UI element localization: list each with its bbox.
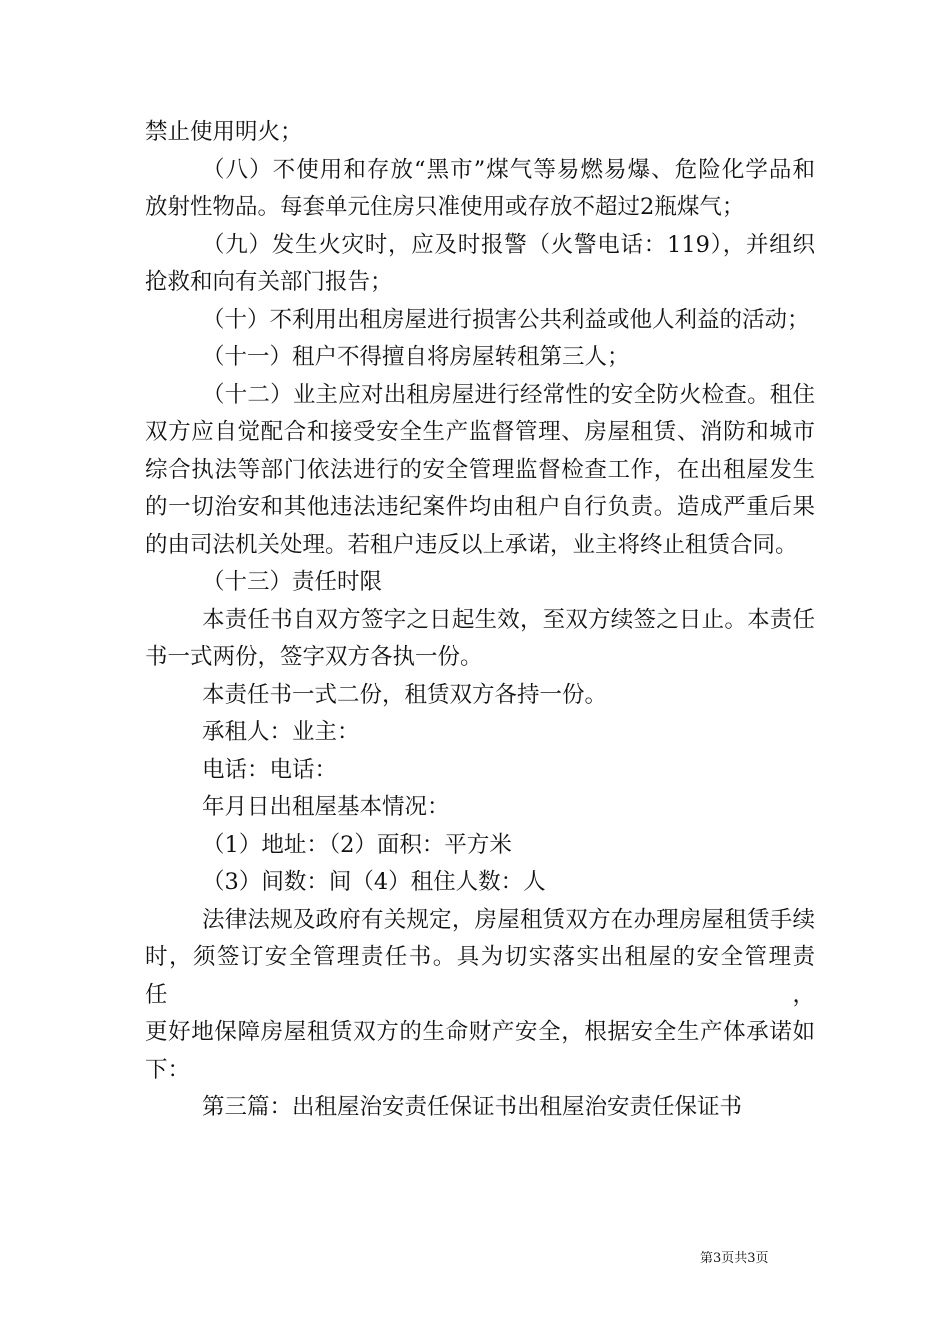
- text-line: 的一切治安和其他违法违纪案件均由租户自行负责。造成严重后果: [145, 494, 815, 520]
- text-line: （九）发生火灾时，应及时报警（火警电话：119），并组织: [202, 231, 815, 258]
- text-line: （3）间数：间（4）租住人数：人: [202, 869, 546, 895]
- text-line: 法律法规及政府有关规定，房屋租赁双方在办理房屋租赁手续: [202, 906, 815, 933]
- text-line: 放射性物品。每套单元住房只准使用或存放不超过2瓶煤气；: [145, 194, 745, 220]
- text-line: （十）不利用出租房屋进行损害公共利益或他人利益的活动；: [202, 306, 810, 333]
- text-line: 本责任书自双方签字之日起生效，至双方续签之日止。本责任: [202, 606, 815, 633]
- text-line: 书一式两份，签字双方各执一份。: [145, 644, 483, 670]
- text-line: 时，须签订安全管理责任书。具为切实落实出租屋的安全管理责任，: [145, 944, 815, 1008]
- text-line: （十三）责任时限: [202, 569, 383, 595]
- text-line: （十一）租户不得擅自将房屋转租第三人；: [202, 344, 630, 370]
- text-line: 综合执法等部门依法进行的安全管理监督检查工作，在出租屋发生: [145, 456, 815, 483]
- text-line: （1）地址：（2）面积：平方米: [202, 831, 512, 858]
- text-line: 下：: [145, 1056, 191, 1083]
- page-number: 第3页共3页: [700, 1251, 769, 1266]
- text-line: 电话：电话：: [202, 756, 338, 783]
- text-line: 禁止使用明火；: [145, 119, 303, 145]
- text-line: 的由司法机关处理。若租户违反以上承诺，业主将终止租赁合同。: [145, 531, 798, 558]
- document-body: [145, 114, 815, 1127]
- text-line: （八）不使用和存放“黑市”煤气等易燃易爆、危险化学品和: [202, 156, 815, 183]
- text-line: （十二）业主应对出租房屋进行经常性的安全防火检查。租住: [202, 381, 815, 408]
- text-line: 双方应自觉配合和接受安全生产监督管理、房屋租赁、消防和城市: [145, 419, 815, 445]
- text-line: 本责任书一式二份，租赁双方各持一份。: [202, 681, 608, 708]
- text-line: 更好地保障房屋租赁双方的生命财产安全，根据安全生产体承诺如: [145, 1019, 815, 1045]
- text-line: 抢救和向有关部门报告；: [145, 269, 393, 295]
- text-line: 年月日出租屋基本情况：: [202, 794, 450, 820]
- text-line: 第三篇：出租屋治安责任保证书出租屋治安责任保证书: [202, 1094, 743, 1120]
- text-line: 承租人：业主：: [202, 719, 360, 745]
